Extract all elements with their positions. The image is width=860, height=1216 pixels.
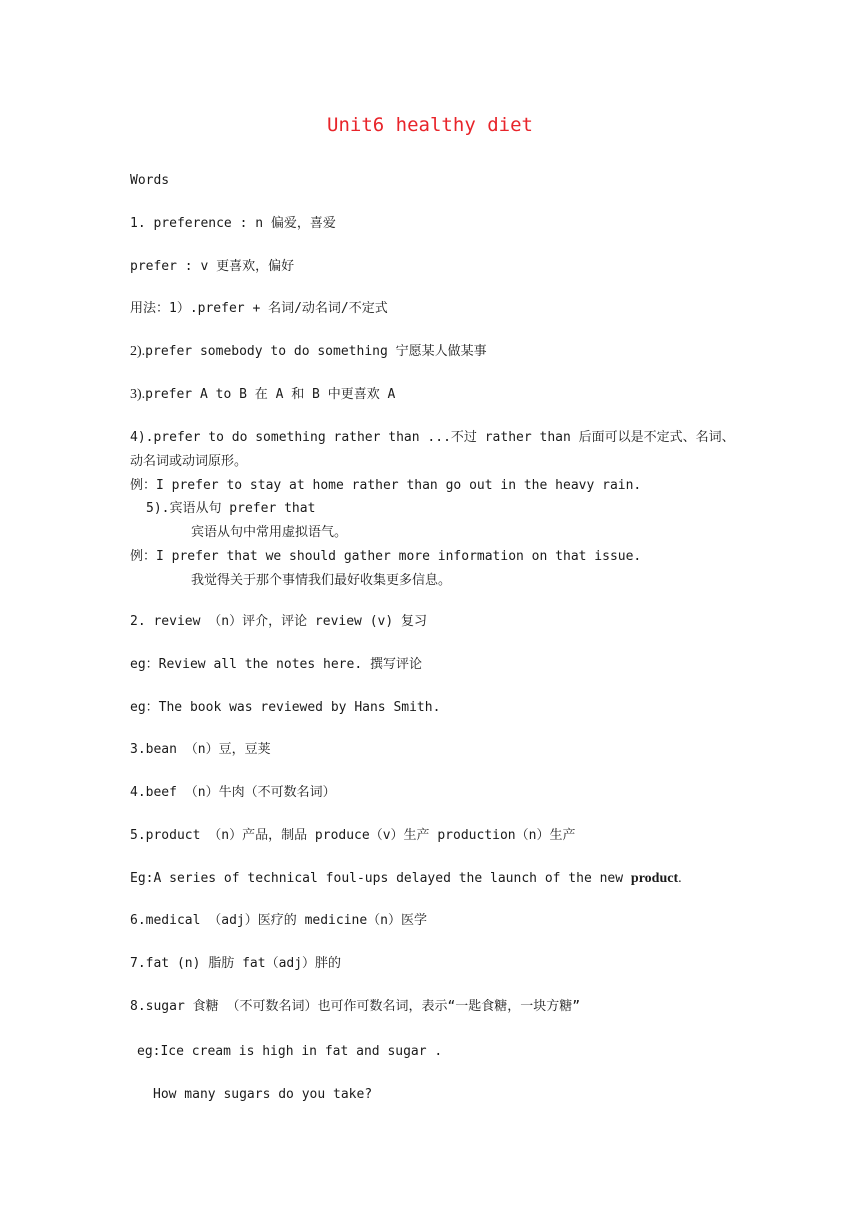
usage-text: prefer somebody to do something 宁愿某人做某事 bbox=[145, 344, 487, 359]
entry-medical: 6.medical （adj）医疗的 medicine（n）医学 bbox=[130, 913, 428, 928]
example-line: eg：The book was reviewed by Hans Smith. bbox=[130, 700, 441, 715]
entry-review: 2. review （n）评介，评论 review (v) 复习 bbox=[130, 614, 428, 629]
example-line: eg：Review all the notes here. 撰写评论 bbox=[130, 657, 422, 672]
example-line: 例：I prefer to stay at home rather than go out in the heavy rain. bbox=[130, 478, 642, 493]
usage-line-4-continued: 动名词或动词原形。 bbox=[130, 454, 248, 469]
usage-line-3 bbox=[130, 386, 395, 404]
example-translation: 我觉得关于那个事情我们最好收集更多信息。 bbox=[191, 573, 452, 588]
entry-fat: 7.fat (n) 脂肪 fat（adj）胖的 bbox=[130, 956, 342, 971]
entry-beef: 4.beef （n）牛肉（不可数名词） bbox=[130, 785, 336, 800]
document-title: Unit6 healthy diet bbox=[327, 114, 533, 136]
example-line: eg:Ice cream is high in fat and sugar . bbox=[137, 1044, 443, 1059]
example-line: 例：I prefer that we should gather more information on that issue. bbox=[130, 549, 642, 564]
section-heading-words: Words bbox=[130, 173, 170, 188]
example-period: . bbox=[678, 871, 682, 886]
usage-line-5: 5).宾语从句 prefer that bbox=[146, 501, 316, 516]
usage-text: prefer A to B 在 A 和 B 中更喜欢 A bbox=[145, 387, 396, 402]
example-text: Eg:A series of technical foul-ups delayed the launch of the new bbox=[130, 871, 631, 886]
entry-product: 5.product （n）产品，制品 produce（v）生产 production（n）生产 bbox=[130, 828, 576, 843]
usage-line-4: 4).prefer to do something rather than ...不过 rather than 后面可以是不定式、名词、 bbox=[130, 430, 735, 445]
example-line bbox=[130, 870, 682, 888]
entry-preference: 1. preference : n 偏爱，喜爱 bbox=[130, 216, 336, 231]
usage-note: 宾语从句中常用虚拟语气。 bbox=[191, 525, 348, 540]
usage-number: 2). bbox=[130, 344, 146, 359]
entry-prefer: prefer : v 更喜欢，偏好 bbox=[130, 259, 295, 274]
usage-number: 3). bbox=[130, 387, 146, 402]
usage-line-1: 用法：1）.prefer + 名词/动名词/不定式 bbox=[130, 301, 388, 316]
entry-sugar: 8.sugar 食糖 （不可数名词）也可作可数名词，表示“一匙食糖，一块方糖” bbox=[130, 999, 581, 1014]
entry-bean: 3.bean （n）豆，豆荚 bbox=[130, 742, 271, 757]
usage-line-2 bbox=[130, 343, 487, 361]
example-line: How many sugars do you take? bbox=[153, 1087, 373, 1102]
example-bold-word: product bbox=[630, 871, 679, 886]
